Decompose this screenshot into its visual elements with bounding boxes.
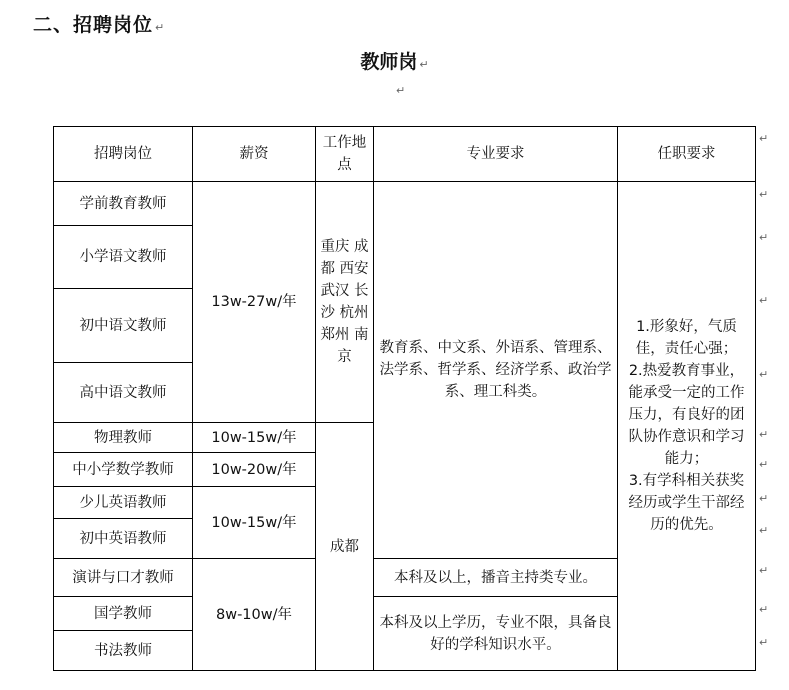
table-header-row: [54, 127, 756, 182]
salary-cell: 10w-15w/年: [193, 487, 316, 559]
position-cell: 学前教育教师: [54, 182, 193, 226]
row-end-mark: ↵: [759, 492, 769, 505]
location-single-cell: 成都: [316, 423, 374, 671]
recruitment-table: [53, 126, 756, 671]
row-end-mark: ↵: [759, 188, 769, 201]
position-cell: 中小学数学教师: [54, 453, 193, 487]
qualification-cell: 1.形象好，气质佳，责任心强； 2.热爱教育事业，能承受一定的工作压力，有良好的团队协作意识和学习能力； 3.有学科相关获奖经历或学生干部经历的优先。: [618, 182, 756, 671]
header-qualification: 任职要求: [618, 127, 756, 182]
row-end-mark: ↵: [759, 603, 769, 616]
row-end-mark: ↵: [759, 132, 769, 145]
position-cell: 初中英语教师: [54, 519, 193, 559]
salary-cell: 8w-10w/年: [193, 559, 316, 671]
row-end-mark: ↵: [759, 294, 769, 307]
section-title: 二、招聘岗位 ↵: [33, 14, 166, 36]
row-end-mark: ↵: [759, 636, 769, 649]
table-row: [54, 182, 756, 226]
row-end-mark: ↵: [759, 428, 769, 441]
header-location: 工作地点: [316, 127, 374, 182]
position-cell: 演讲与口才教师: [54, 559, 193, 597]
position-cell: 初中语文教师: [54, 289, 193, 363]
position-cell: 物理教师: [54, 423, 193, 453]
row-end-mark: ↵: [759, 368, 769, 381]
position-cell: 高中语文教师: [54, 363, 193, 423]
position-cell: 书法教师: [54, 631, 193, 671]
row-end-mark: ↵: [759, 231, 769, 244]
header-position: 招聘岗位: [54, 127, 193, 182]
location-cities-cell: 重庆 成都 西安 武汉 长沙 杭州 郑州 南京: [316, 182, 374, 423]
job-title: 教师岗 ↵: [360, 51, 429, 73]
paragraph-mark: ↵: [419, 58, 429, 71]
header-major: 专业要求: [374, 127, 618, 182]
row-end-mark: ↵: [759, 458, 769, 471]
salary-cell: 10w-15w/年: [193, 423, 316, 453]
row-end-mark: ↵: [759, 524, 769, 537]
major-guoxue-cell: 本科及以上学历，专业不限，具备良好的学科知识水平。: [374, 597, 618, 671]
position-cell: 小学语文教师: [54, 226, 193, 289]
paragraph-mark: ↵: [396, 84, 406, 97]
paragraph-mark: ↵: [155, 21, 166, 34]
major-speech-cell: 本科及以上，播音主持类专业。: [374, 559, 618, 597]
position-cell: 国学教师: [54, 597, 193, 631]
major-main-cell: 教育系、中文系、外语系、管理系、法学系、哲学系、经济学系、政治学系、理工科类。: [374, 182, 618, 559]
header-salary: 薪资: [193, 127, 316, 182]
position-cell: 少儿英语教师: [54, 487, 193, 519]
row-end-mark: ↵: [759, 564, 769, 577]
salary-cell: 10w-20w/年: [193, 453, 316, 487]
salary-cell: 13w-27w/年: [193, 182, 316, 423]
